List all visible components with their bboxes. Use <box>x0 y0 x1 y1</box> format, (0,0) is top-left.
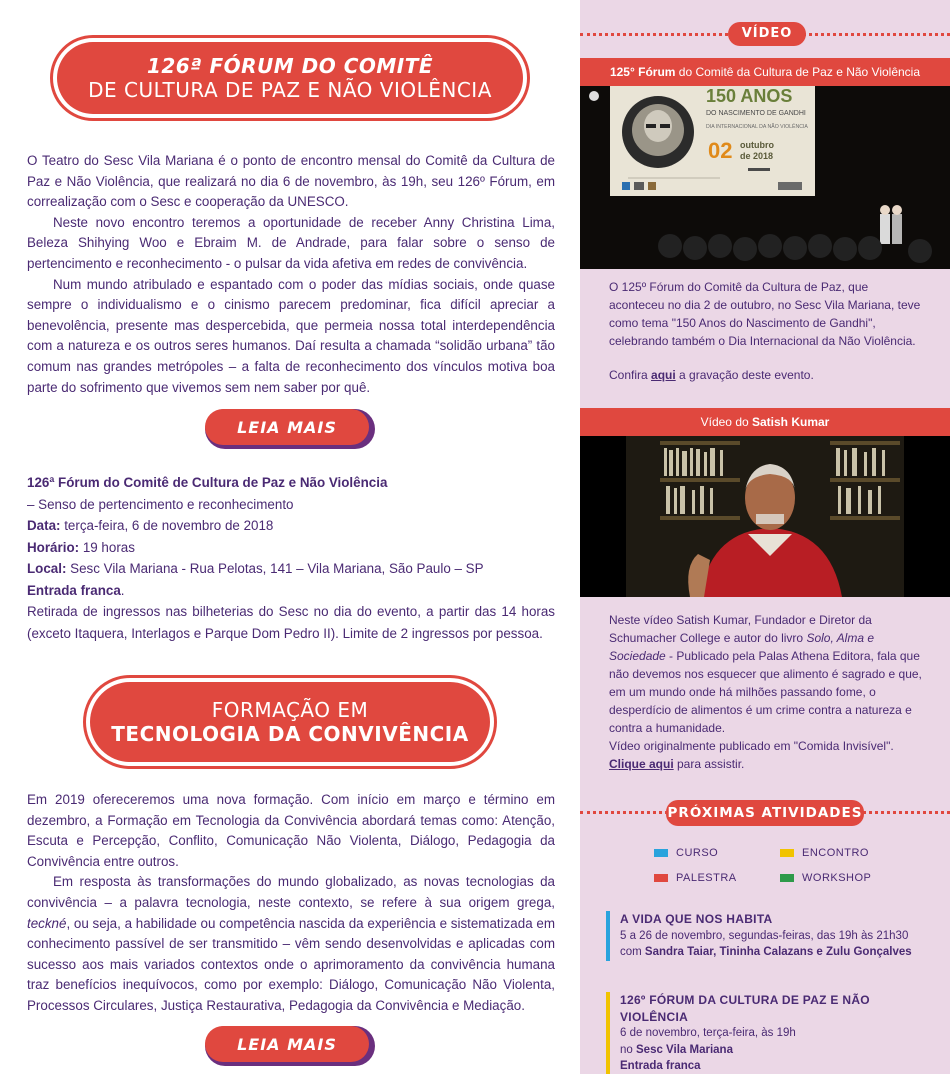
video1-confira-a: Confira <box>609 368 652 382</box>
event-time-label: Horário: <box>27 539 80 555</box>
forum-paragraph-2: Neste novo encontro teremos a oportunidade de receber Anny Christina Lima, Beleza Shihying Woo e Ebraim M. de Andrade, para falar sobre o senso de pertencimento e reconhecimento - o pulsar da vida afetiva em redes de convivência. <box>27 214 555 271</box>
forum-read-more-button[interactable] <box>205 409 375 449</box>
forum-event-details <box>27 472 555 644</box>
forum-title-banner <box>50 35 530 121</box>
legend-workshop <box>780 872 871 884</box>
video2-title-bar <box>580 408 950 436</box>
event-location-value: Sesc Vila Mariana - Rua Pelotas, 141 – Vila Mariana, São Paulo – SP <box>66 561 484 576</box>
legend-label-palestra: PALESTRA <box>676 872 737 884</box>
formacao-title-banner <box>83 675 497 769</box>
video2-title-bold: Satish Kumar <box>752 415 830 429</box>
forum-read-more-label: LEIA MAIS <box>205 409 369 445</box>
video1-confira <box>609 366 924 384</box>
video2-title-a: Vídeo do <box>700 415 752 429</box>
event-location-label: Local: <box>27 561 67 576</box>
activity2-date: 6 de novembro, terça-feira, às 19h <box>620 1027 796 1039</box>
event-tickets-info: Retirada de ingressos nas bilheterias do Sesc no dia do evento, a partir das 14 horas (exceto Itaquera, Interlagos e Parque Dom Pedro II). Limite de 2 ingressos por pessoa. <box>27 604 555 641</box>
event-time-value: 19 horas <box>79 539 135 555</box>
legend-curso <box>654 847 718 859</box>
video1-slide-title: 150 ANOS <box>706 86 793 106</box>
video2-link[interactable]: Clique aqui <box>609 757 674 771</box>
formacao-paragraph-2 <box>27 872 555 1016</box>
video1-thumbnail <box>580 86 950 269</box>
video1-player[interactable] <box>580 86 950 269</box>
forum-paragraph-3: Num mundo atribulado e espantado com o poder das mídias sociais, onde quase sempre o individualismo e o cinismo parecem predominar, fica difícil apreciar a benevolência, presente mas despercebida, que permeia nossa total interdependência com a natureza e os outros seres humanos. Daí resulta a chamada “solidão urbana” tão comum nas grandes metrópoles – a falta de reconhecimento dos vínculos motiva boa parte do sofrimento que vivemos sem nem saber por quê. <box>27 276 555 395</box>
legend-swatch-workshop <box>780 874 794 882</box>
video-section-tag: VÍDEO <box>728 22 806 46</box>
video2-thumbnail <box>580 436 950 597</box>
activity1-date: 5 a 26 de novembro, segundas-feiras, das 19h às 21h30 <box>620 929 909 942</box>
formacao-title-line2: TECNOLOGIA DA CONVIVÊNCIA <box>111 722 469 746</box>
event-free-entry-dot: . <box>120 582 125 598</box>
legend-swatch-palestra <box>654 874 668 882</box>
video1-title-bold: 125° Fórum <box>609 65 676 79</box>
formacao-paragraph-1: Em 2019 ofereceremos uma nova formação. Com início em março e término em dezembro, a Formação em Tecnologia da Convivência abordará temas como: Atenção, Escuta e Percepção, Conflito, Comunicação Não Violenta, Diálogo, Pedagogia da Convivência entre outros. <box>27 792 555 869</box>
activity2-at: no <box>620 1043 636 1056</box>
video2-origin-text: Vídeo originalmente publicado em "Comida Invisível". <box>609 739 894 753</box>
event-date-label: Data: <box>27 518 61 533</box>
formacao-description <box>27 790 555 1017</box>
video1-title-bar <box>580 58 950 86</box>
event-title: 126ª Fórum do Comitê de Cultura de Paz e Não Violência <box>27 475 388 490</box>
formacao-title-line1: FORMAÇÃO EM <box>211 698 369 722</box>
activity-item[interactable] <box>606 992 926 1074</box>
forum-title-line1: 126ª FÓRUM DO COMITÊ <box>146 54 434 78</box>
activity2-free-entry: Entrada franca <box>620 1060 701 1072</box>
formacao-read-more-button[interactable] <box>205 1026 375 1066</box>
video2-player[interactable] <box>580 436 950 597</box>
video1-slide-day: 02 <box>708 138 733 163</box>
legend-label-workshop: WORKSHOP <box>802 872 872 884</box>
legend-label-curso: CURSO <box>676 847 719 859</box>
activity1-title: A VIDA QUE NOS HABITA <box>620 912 773 926</box>
video2-description <box>609 611 924 737</box>
video2-text-a: Neste vídeo Satish Kumar, Fundador e Diretor da Schumacher College e autor do livro <box>609 613 872 645</box>
formacao-read-more-label: LEIA MAIS <box>205 1026 369 1062</box>
video2-origin <box>609 737 924 773</box>
legend-encontro <box>780 847 869 859</box>
video1-slide-small: DIA INTERNACIONAL DA NÃO VIOLÊNCIA <box>706 124 808 130</box>
event-free-entry: Entrada franca <box>27 582 121 598</box>
video1-slide-sub: DO NASCIMENTO DE GANDHI <box>706 110 806 117</box>
video2-link-rest: para assistir. <box>673 757 745 771</box>
legend-label-encontro: ENCONTRO <box>802 847 869 859</box>
legend-palestra <box>654 872 737 884</box>
video1-slide-month: outubro <box>740 140 774 150</box>
video1-slide-year: de 2018 <box>740 151 774 161</box>
forum-paragraph-1: O Teatro do Sesc Vila Mariana é o ponto de encontro mensal do Comitê da Cultura de Paz e Não Violência, que realizará no dia 6 de novembro, às 19h, seu 126º Fórum, em correalização com o Sesc e cooperação da UNESCO. <box>27 153 555 210</box>
legend-swatch-encontro <box>780 849 794 857</box>
forum-description <box>27 151 555 398</box>
sidebar <box>580 0 950 1074</box>
event-date-value: terça-feira, 6 de novembro de 2018 <box>60 518 274 533</box>
formacao-paragraph-2-italic: teckné <box>27 915 67 931</box>
video1-description: O 125º Fórum do Comitê da Cultura de Paz, que aconteceu no dia 2 de outubro, no Sesc Vila Mariana, teve como tema "150 Anos do Nascimento de Gandhi", celebrando também o Dia Internacional da Não Violência. <box>609 280 921 348</box>
formacao-paragraph-2-a: Em resposta às transformações do mundo globalizado, as novas tecnologias da convivência – a palavra tecnologia, neste contexto, se refere à sua origem grega, <box>27 874 555 910</box>
legend-swatch-curso <box>654 849 668 857</box>
video1-confira-b: a gravação deste evento. <box>675 368 814 382</box>
event-subtitle: – Senso de pertencimento e reconhecimento <box>27 496 294 512</box>
activity2-title: 126º FÓRUM DA CULTURA DE PAZ E NÃO VIOLÊNCIA <box>620 993 870 1024</box>
forum-title-line2: DE CULTURA DE PAZ E NÃO VIOLÊNCIA <box>88 78 492 102</box>
activity2-venue: Sesc Vila Mariana <box>636 1043 733 1056</box>
activity1-with: com <box>620 946 645 958</box>
video2-text-italic: Solo, Alma e Sociedade <box>609 631 875 663</box>
proximas-atividades-tag: PRÓXIMAS ATIVIDADES <box>666 800 864 826</box>
activity-item[interactable] <box>606 911 926 961</box>
video1-link[interactable]: aqui <box>651 368 676 382</box>
video1-title-rest: do Comitê da Cultura de Paz e Não Violência <box>675 65 921 79</box>
activity1-hosts: Sandra Taiar, Tininha Calazans e Zulu Gonçalves <box>644 946 912 958</box>
formacao-paragraph-2-b: , ou seja, a habilidade ou competência nascida da experiência e sistematizada em conhecimento passível de ser transmitido – vêm sendo desenvolvidas e aplicadas com sucesso aos mais variados contextos onde o aprimoramento da convivência humana traz benefícios inequívocos, como por exemplo: Diálogo, Comunicação Não Violenta, Processos Circulares, Justiça Restaurativa, Pedagogia da Convivência e Mediação. <box>27 915 555 1013</box>
video2-text-b: - Publicado pela Palas Athena Editora, fala que não devemos nos esquecer que alimento é sagrado e que, em um mundo onde há milhões passando fome, o desperdício de alimentos é um crime contra a natureza e contra a humanidade. <box>609 649 922 735</box>
